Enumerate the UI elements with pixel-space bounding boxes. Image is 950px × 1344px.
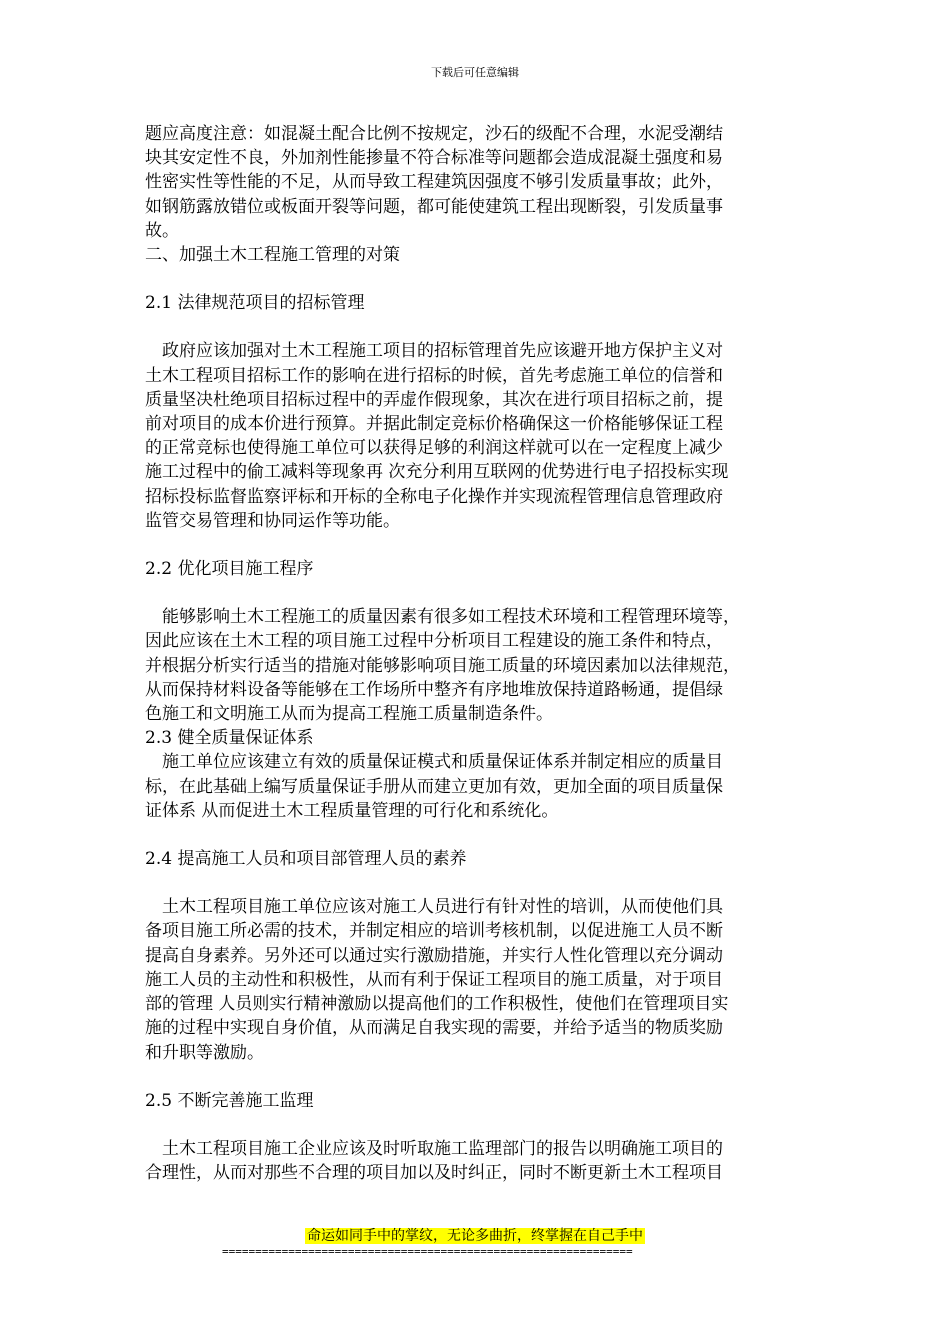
paragraph-supervision [145, 1137, 810, 1185]
text-line: 土木工程项目施工单位应该对施工人员进行有针对性的培训，从而使他们具 [145, 897, 723, 918]
text-line: 并根据分析实行适当的措施对能够影响项目施工质量的环境因素加以法律规范， [145, 655, 740, 676]
text-line: 质量坚决杜绝项目招标过程中的弄虚作假现象，其次在进行项目招标之前，提 [145, 389, 723, 410]
text-line: 前对项目的成本价进行预算。并据此制定竞标价格确保这一价格能够保证工程 [145, 414, 723, 435]
motto-highlight: 命运如同手中的掌纹，无论多曲折，终掌握在自己手中 [307, 1228, 643, 1244]
text-line: 部的管理 人员则实行精神激励以提高他们的工作积极性，使他们在管理项目实 [145, 994, 729, 1015]
section-heading-2: 二、加强土木工程施工管理的对策 [145, 245, 400, 266]
subsection-heading-2-5: 2.5 不断完善施工监理 [145, 1090, 314, 1111]
text-line: 性密实性等性能的不足，从而导致工程建筑因强度不够引发质量事故；此外， [145, 172, 723, 193]
text-line: 施工单位应该建立有效的质量保证模式和质量保证体系并制定相应的质量目 [145, 752, 723, 773]
text-line: 色施工和文明施工从而为提高工程施工质量制造条件。 [145, 704, 553, 725]
text-line: 监管交易管理和协同运作等功能。 [145, 510, 400, 531]
document-body [145, 122, 810, 1185]
text-line: 土木工程项目招标工作的影响在进行招标的时候，首先考虑施工单位的信誉和 [145, 365, 723, 386]
text-line: 从而保持材料设备等能够在工作场所中整齐有序地堆放保持道路畅通，提倡绿 [145, 679, 723, 700]
subsection-heading-2-3: 2.3 健全质量保证体系 [145, 728, 314, 749]
text-line: 合理性，从而对那些不合理的项目加以及时纠正，同时不断更新土木工程项目 [145, 1163, 723, 1184]
footer-rule: ============================================================== [222, 1245, 633, 1258]
paragraph-quality-system [145, 750, 810, 823]
text-line: 施的过程中实现自身价值，从而满足自我实现的需要，并给予适当的物质奖励 [145, 1018, 723, 1039]
paragraph-procedure [145, 605, 810, 726]
text-line: 能够影响土木工程施工的质量因素有很多如工程技术环境和工程管理环境等， [145, 607, 740, 628]
text-line: 政府应该加强对土木工程施工项目的招标管理首先应该避开地方保护主义对 [145, 341, 723, 362]
subsection-heading-2-4: 2.4 提高施工人员和项目部管理人员的素养 [145, 849, 467, 870]
text-line: 提高自身素养。另外还可以通过实行激励措施，并实行人性化管理以充分调动 [145, 945, 723, 966]
paragraph-quality-issues [145, 122, 810, 243]
paragraph-personnel [145, 895, 810, 1064]
text-line: 证体系 从而促进土木工程质量管理的可行化和系统化。 [145, 800, 559, 821]
paragraph-bidding [145, 339, 810, 533]
subsection-heading-2-1: 2.1 法律规范项目的招标管理 [145, 293, 365, 314]
text-line: 因此应该在土木工程的项目施工过程中分析项目工程建设的施工条件和特点， [145, 631, 723, 652]
footer-motto [0, 1226, 950, 1246]
text-line: 土木工程项目施工企业应该及时听取施工监理部门的报告以明确施工项目的 [145, 1138, 723, 1159]
text-line: 施工过程中的偷工减料等现象再 次充分利用互联网的优势进行电子招投标实现 [145, 462, 729, 483]
text-line: 招标投标监督监察评标和开标的全称电子化操作并实现流程管理信息管理政府 [145, 486, 723, 507]
text-line: 标，在此基础上编写质量保证手册从而建立更加有效，更加全面的项目质量保 [145, 776, 723, 797]
text-line: 故。 [145, 220, 179, 241]
text-line: 备项目施工所必需的技术，并制定相应的培训考核机制，以促进施工人员不断 [145, 921, 723, 942]
text-line: 施工人员的主动性和积极性，从而有利于保证工程项目的施工质量，对于项目 [145, 969, 723, 990]
text-line: 如钢筋露放错位或板面开裂等问题，都可能使建筑工程出现断裂，引发质量事 [145, 196, 723, 217]
text-line: 题应高度注意：如混凝土配合比例不按规定，沙石的级配不合理，水泥受潮结 [145, 124, 723, 144]
subsection-heading-2-2: 2.2 优化项目施工程序 [145, 559, 314, 580]
text-line: 的正常竞标也使得施工单位可以获得足够的利润这样就可以在一定程度上减少 [145, 438, 723, 459]
page-header: 下载后可任意编辑 [431, 66, 519, 79]
text-line: 块其安定性不良，外加剂性能掺量不符合标准等问题都会造成混凝土强度和易 [145, 148, 723, 169]
text-line: 和升职等激励。 [145, 1042, 264, 1063]
